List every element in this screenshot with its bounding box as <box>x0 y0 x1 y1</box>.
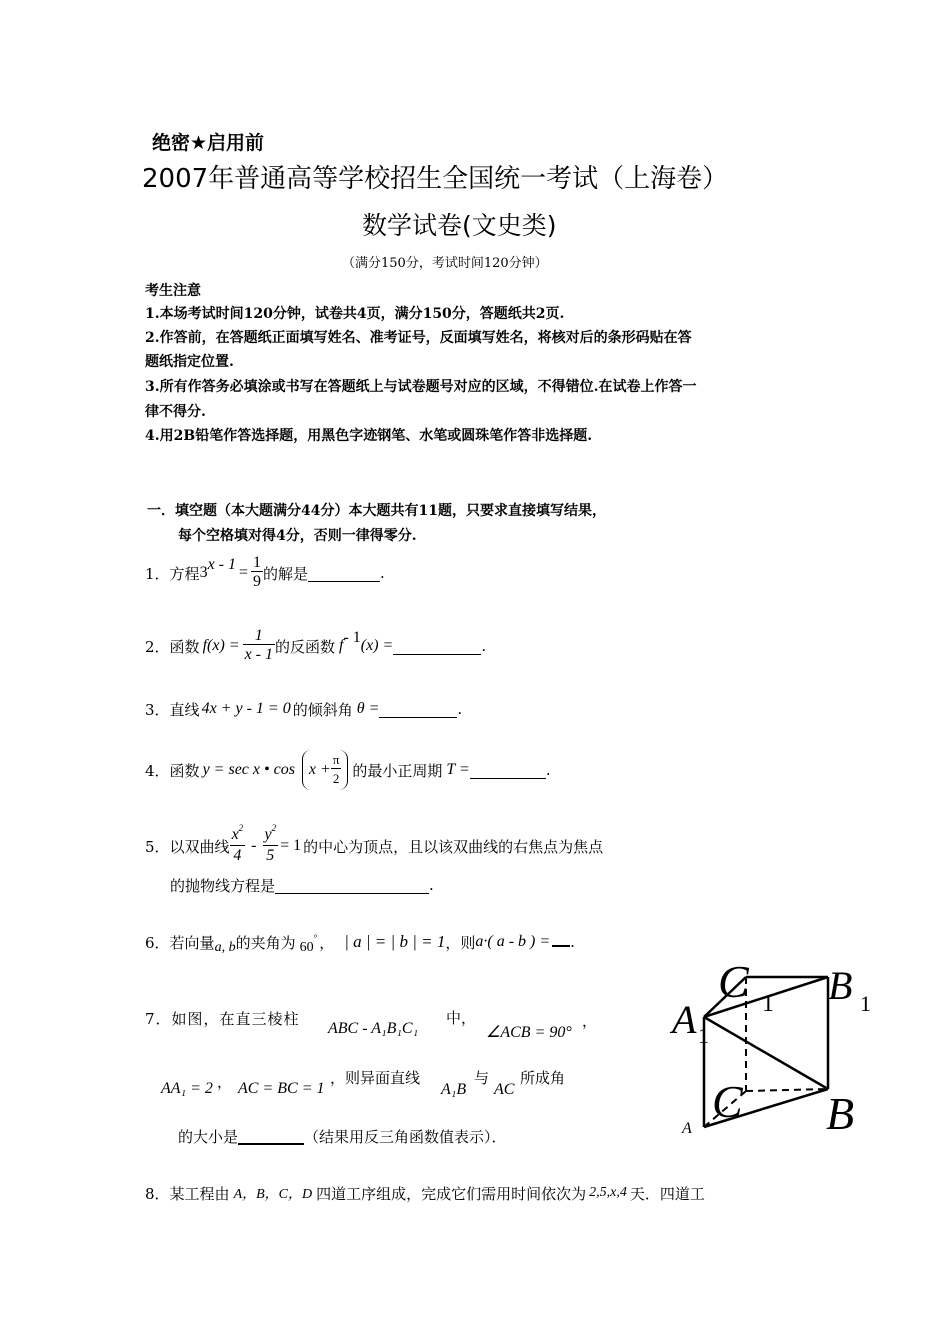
question-2 <box>145 624 486 668</box>
fraction-numerator: 1 <box>253 554 262 571</box>
question-number: 3． <box>145 700 170 719</box>
period: . <box>570 933 575 951</box>
score-time: （满分150分，考试时间120分钟） <box>342 256 548 271</box>
notice-item-3a: 3.所有作答务必填涂或书写在答题纸上与试卷题号对应的区域，不得错位.在试卷上作答一 <box>145 379 697 395</box>
question-text: 的中心为顶点，且以该双曲线的右焦点为焦点 <box>303 837 604 856</box>
prism-figure <box>660 955 890 1145</box>
math-right-angle: ∠ACB = 90° <box>486 1024 572 1041</box>
exam-title: 2007年普通高等学校招生全国统一考试（上海卷） <box>142 164 729 194</box>
math-fraction <box>243 627 275 665</box>
notice-item-3b: 律不得分. <box>145 404 206 420</box>
notice-item-4: 4.用2B铅笔作答选择题，用黑色字迹钢笔、水笔或圆珠笔作答非选择题. <box>145 428 593 444</box>
label-a1-sub: 1 <box>698 1023 709 1048</box>
answer-blank[interactable] <box>238 1127 304 1145</box>
period: . <box>457 700 463 718</box>
question-text: 中， <box>446 1009 477 1027</box>
question-text: 所成角 <box>520 1069 566 1087</box>
label-a1: A <box>672 997 697 1042</box>
notice-item-1: 1.本场考试时间120分钟，试卷共4页，满分150分，答题纸共2页. <box>145 306 565 322</box>
secret-mark: 绝密★启用前 <box>152 132 265 154</box>
question-text: 与 <box>474 1069 490 1087</box>
fraction-denominator: 2 <box>332 771 340 786</box>
math-inverse-arg: (x) = <box>360 637 394 654</box>
math-inverse-f: f <box>339 637 344 654</box>
question-text: 的抛物线方程是 <box>170 876 276 895</box>
period: . <box>545 761 551 779</box>
math-fraction-x <box>230 823 246 866</box>
question-text: 某工程由 <box>169 1184 230 1203</box>
answer-blank[interactable] <box>275 877 429 894</box>
question-text: 天．四道工 <box>629 1184 705 1203</box>
math-prism: ABC - A₁B₁C₁ <box>328 1020 419 1037</box>
math-theta: θ = <box>356 700 380 717</box>
question-text: ， <box>217 1073 233 1091</box>
question-text: 函数 <box>169 637 200 656</box>
math-fraction <box>331 751 342 789</box>
math-durations: 2,5,x,4 <box>589 1185 627 1200</box>
math-dot-product: a·( a - b ) = <box>475 933 551 950</box>
period: . <box>429 876 434 894</box>
math-aa1: AA₁ = 2 <box>161 1080 213 1097</box>
fraction-denominator: x - 1 <box>244 646 273 663</box>
question-text: 四道工序组成，完成它们需用时间依次为 <box>316 1184 587 1203</box>
math-norms: | a | = | b | = 1 <box>344 932 446 951</box>
fraction-numerator: π <box>332 752 340 767</box>
question-text: ，则 <box>445 933 476 952</box>
question-7 <box>145 1007 300 1029</box>
label-c1: C <box>718 956 749 1007</box>
fraction-denominator: 9 <box>253 573 262 590</box>
label-b: B <box>826 1088 855 1139</box>
math-minus: - <box>251 837 257 854</box>
question-number: 7． <box>145 1009 172 1028</box>
fraction-denominator: 5 <box>263 845 279 866</box>
fraction-denominator: 4 <box>230 845 246 866</box>
question-number: 1． <box>145 564 170 583</box>
math-fraction <box>251 554 263 592</box>
math-fraction-y <box>263 823 279 866</box>
question-text: 的解是 <box>263 564 309 583</box>
math-angle: 60 <box>299 940 314 955</box>
answer-blank[interactable] <box>308 565 380 582</box>
question-text: 以双曲线 <box>169 837 230 856</box>
exam-subtitle: 数学试卷(文史类) <box>362 211 557 240</box>
fraction-numerator <box>263 823 279 845</box>
question-5-line-2 <box>170 874 434 896</box>
question-text: 函数 <box>169 761 200 780</box>
question-number: 6． <box>145 933 170 952</box>
math-degree: ° <box>313 933 318 943</box>
math-a1b: A₁B <box>441 1081 467 1098</box>
fraction-numerator: 1 <box>243 627 275 645</box>
question-text: 的夹角为 <box>235 933 296 952</box>
math-x: x <box>231 826 239 843</box>
question-4 <box>145 748 551 792</box>
question-text: 如图，在直三棱柱 <box>171 1009 300 1028</box>
question-text: 若向量 <box>169 933 215 952</box>
period: . <box>380 564 385 582</box>
separator: ， <box>319 933 335 952</box>
label-b1: B <box>828 963 853 1008</box>
section-1-note: 每个空格填对得4分，否则一律得零分. <box>178 528 417 544</box>
math-vectors: a, b <box>214 940 236 955</box>
math-equals: = <box>239 564 249 581</box>
answer-blank[interactable] <box>552 937 570 947</box>
question-number: 5． <box>145 837 170 856</box>
answer-blank[interactable] <box>393 638 481 655</box>
question-text: 的最小正周期 <box>352 761 443 780</box>
edge-cb-hidden <box>746 1089 828 1091</box>
math-parentheses <box>302 750 348 790</box>
math-ac: AC <box>494 1081 515 1098</box>
notice-heading: 考生注意 <box>145 283 201 299</box>
question-text: 方程 <box>169 564 200 583</box>
math-base: 3 <box>199 564 208 581</box>
answer-blank[interactable] <box>470 762 546 779</box>
math-expression: y = sec x • cos <box>202 761 295 778</box>
question-7-line-3 <box>178 1125 507 1147</box>
math-exponent: - 1 <box>343 629 361 646</box>
question-number: 2． <box>145 637 170 656</box>
question-text: 的大小是 <box>178 1127 239 1146</box>
math-period-var: T = <box>446 761 470 778</box>
question-text: 直线 <box>169 700 200 719</box>
question-5 <box>145 823 603 869</box>
question-number: 8． <box>145 1184 170 1203</box>
math-ac-bc: AC = BC = 1 <box>238 1080 325 1097</box>
question-number: 4． <box>145 761 170 780</box>
math-exponent: x - 1 <box>207 556 236 573</box>
math-lhs: f(x) = <box>202 637 240 654</box>
math-line-equation: 4x + y - 1 = 0 <box>201 700 291 717</box>
question-text: ， <box>582 1012 598 1030</box>
question-text: ，则异面直线 <box>330 1069 421 1087</box>
math-inner: x + <box>308 761 331 778</box>
math-exponent: 2 <box>238 823 244 833</box>
label-c: C <box>712 1076 743 1127</box>
question-6 <box>145 928 575 956</box>
notice-item-2a: 2.作答前，在答题纸正面填写姓名、准考证号，反面填写姓名，将核对后的条形码贴在答 <box>145 330 692 346</box>
label-a: A <box>682 1120 692 1137</box>
period: . <box>481 637 487 655</box>
math-equals-one: = 1 <box>280 837 302 854</box>
math-y: y <box>264 826 272 843</box>
answer-blank[interactable] <box>379 701 457 718</box>
question-1 <box>145 552 385 594</box>
question-text: （结果用反三角函数值表示）． <box>304 1127 507 1146</box>
question-text: 的反函数 <box>275 637 336 656</box>
label-c1-sub: 1 <box>762 991 774 1017</box>
question-8 <box>145 1182 705 1204</box>
math-exponent: 2 <box>271 823 277 833</box>
question-text: 的倾斜角 <box>292 700 353 719</box>
fraction-numerator <box>230 823 246 845</box>
notice-item-2b: 题纸指定位置. <box>145 354 234 370</box>
label-b1-sub: 1 <box>860 991 871 1016</box>
math-tasks: A，B，C，D <box>233 1187 313 1202</box>
question-3 <box>145 698 462 720</box>
section-1-heading: 一．填空题（本大题满分44分）本大题共有11题，只要求直接填写结果， <box>147 503 606 519</box>
